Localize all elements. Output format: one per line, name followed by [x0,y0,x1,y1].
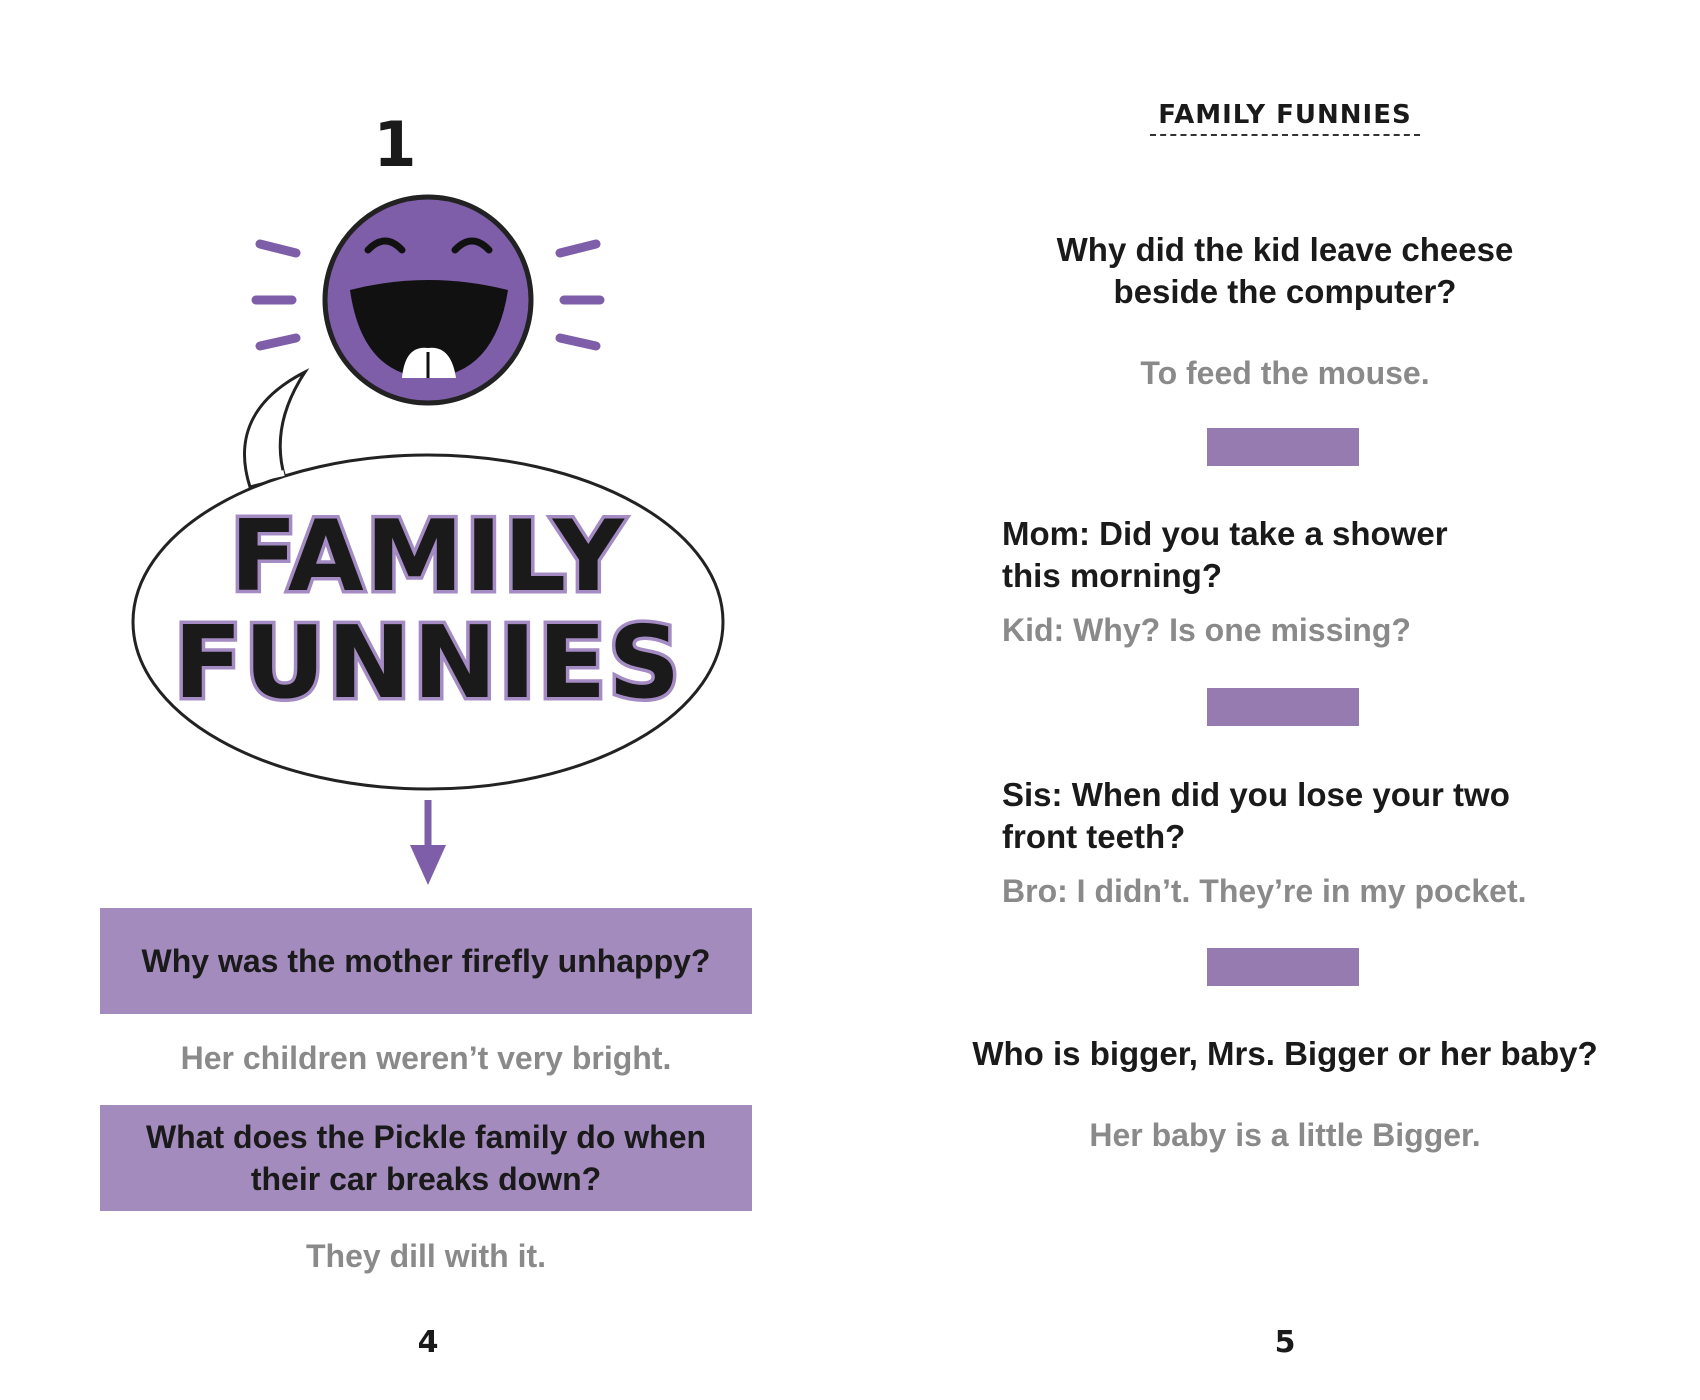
divider-bar [1207,688,1359,726]
page-number: 4 [417,1325,439,1360]
joke-question [1002,513,1622,597]
down-arrow-icon [410,800,446,885]
joke-question: Why was the mother firefly unhappy? [141,943,711,979]
joke-question [1000,229,1570,313]
chapter-title-line1: FAMILY [230,500,626,614]
laughing-face-icon [325,197,531,403]
chapter-number: 1 [373,108,417,181]
joke-answer: Her children weren’t very bright. [180,1040,672,1076]
joke-question-line: Mom: Did you take a shower [1002,515,1448,552]
chapter-illustration [0,0,850,900]
right-page [850,0,1700,1400]
chapter-title-line2: FUNNIES [173,604,683,721]
joke-question-line: Why did the kid leave cheese [1056,231,1514,268]
joke-question-box [100,1105,752,1211]
joke-question-box [100,908,752,1014]
joke-answer: Bro: I didn’t. They’re in my pocket. [1002,873,1527,909]
joke-answer: Her baby is a little Bigger. [1089,1117,1481,1153]
joke-question-line: Sis: When did you lose your two [1002,776,1510,813]
joke-answer: They dill with it. [306,1238,546,1274]
joke-answer: To feed the mouse. [1140,355,1430,391]
joke-question-line: their car breaks down? [250,1161,602,1197]
divider-bar [1207,948,1359,986]
joke-question-line: What does the Pickle family do when [145,1119,707,1155]
joke-question [1002,774,1642,858]
joke-question-line: beside the computer? [1113,273,1457,310]
joke-answer: Kid: Why? Is one missing? [1002,612,1411,648]
divider-bar [1207,428,1359,466]
joke-question-line: this morning? [1002,557,1222,594]
running-head: FAMILY FUNNIES [1150,100,1420,136]
joke-question-line: front teeth? [1002,818,1186,855]
page-number: 5 [1274,1325,1296,1360]
joke-question: Who is bigger, Mrs. Bigger or her baby? [972,1035,1598,1072]
